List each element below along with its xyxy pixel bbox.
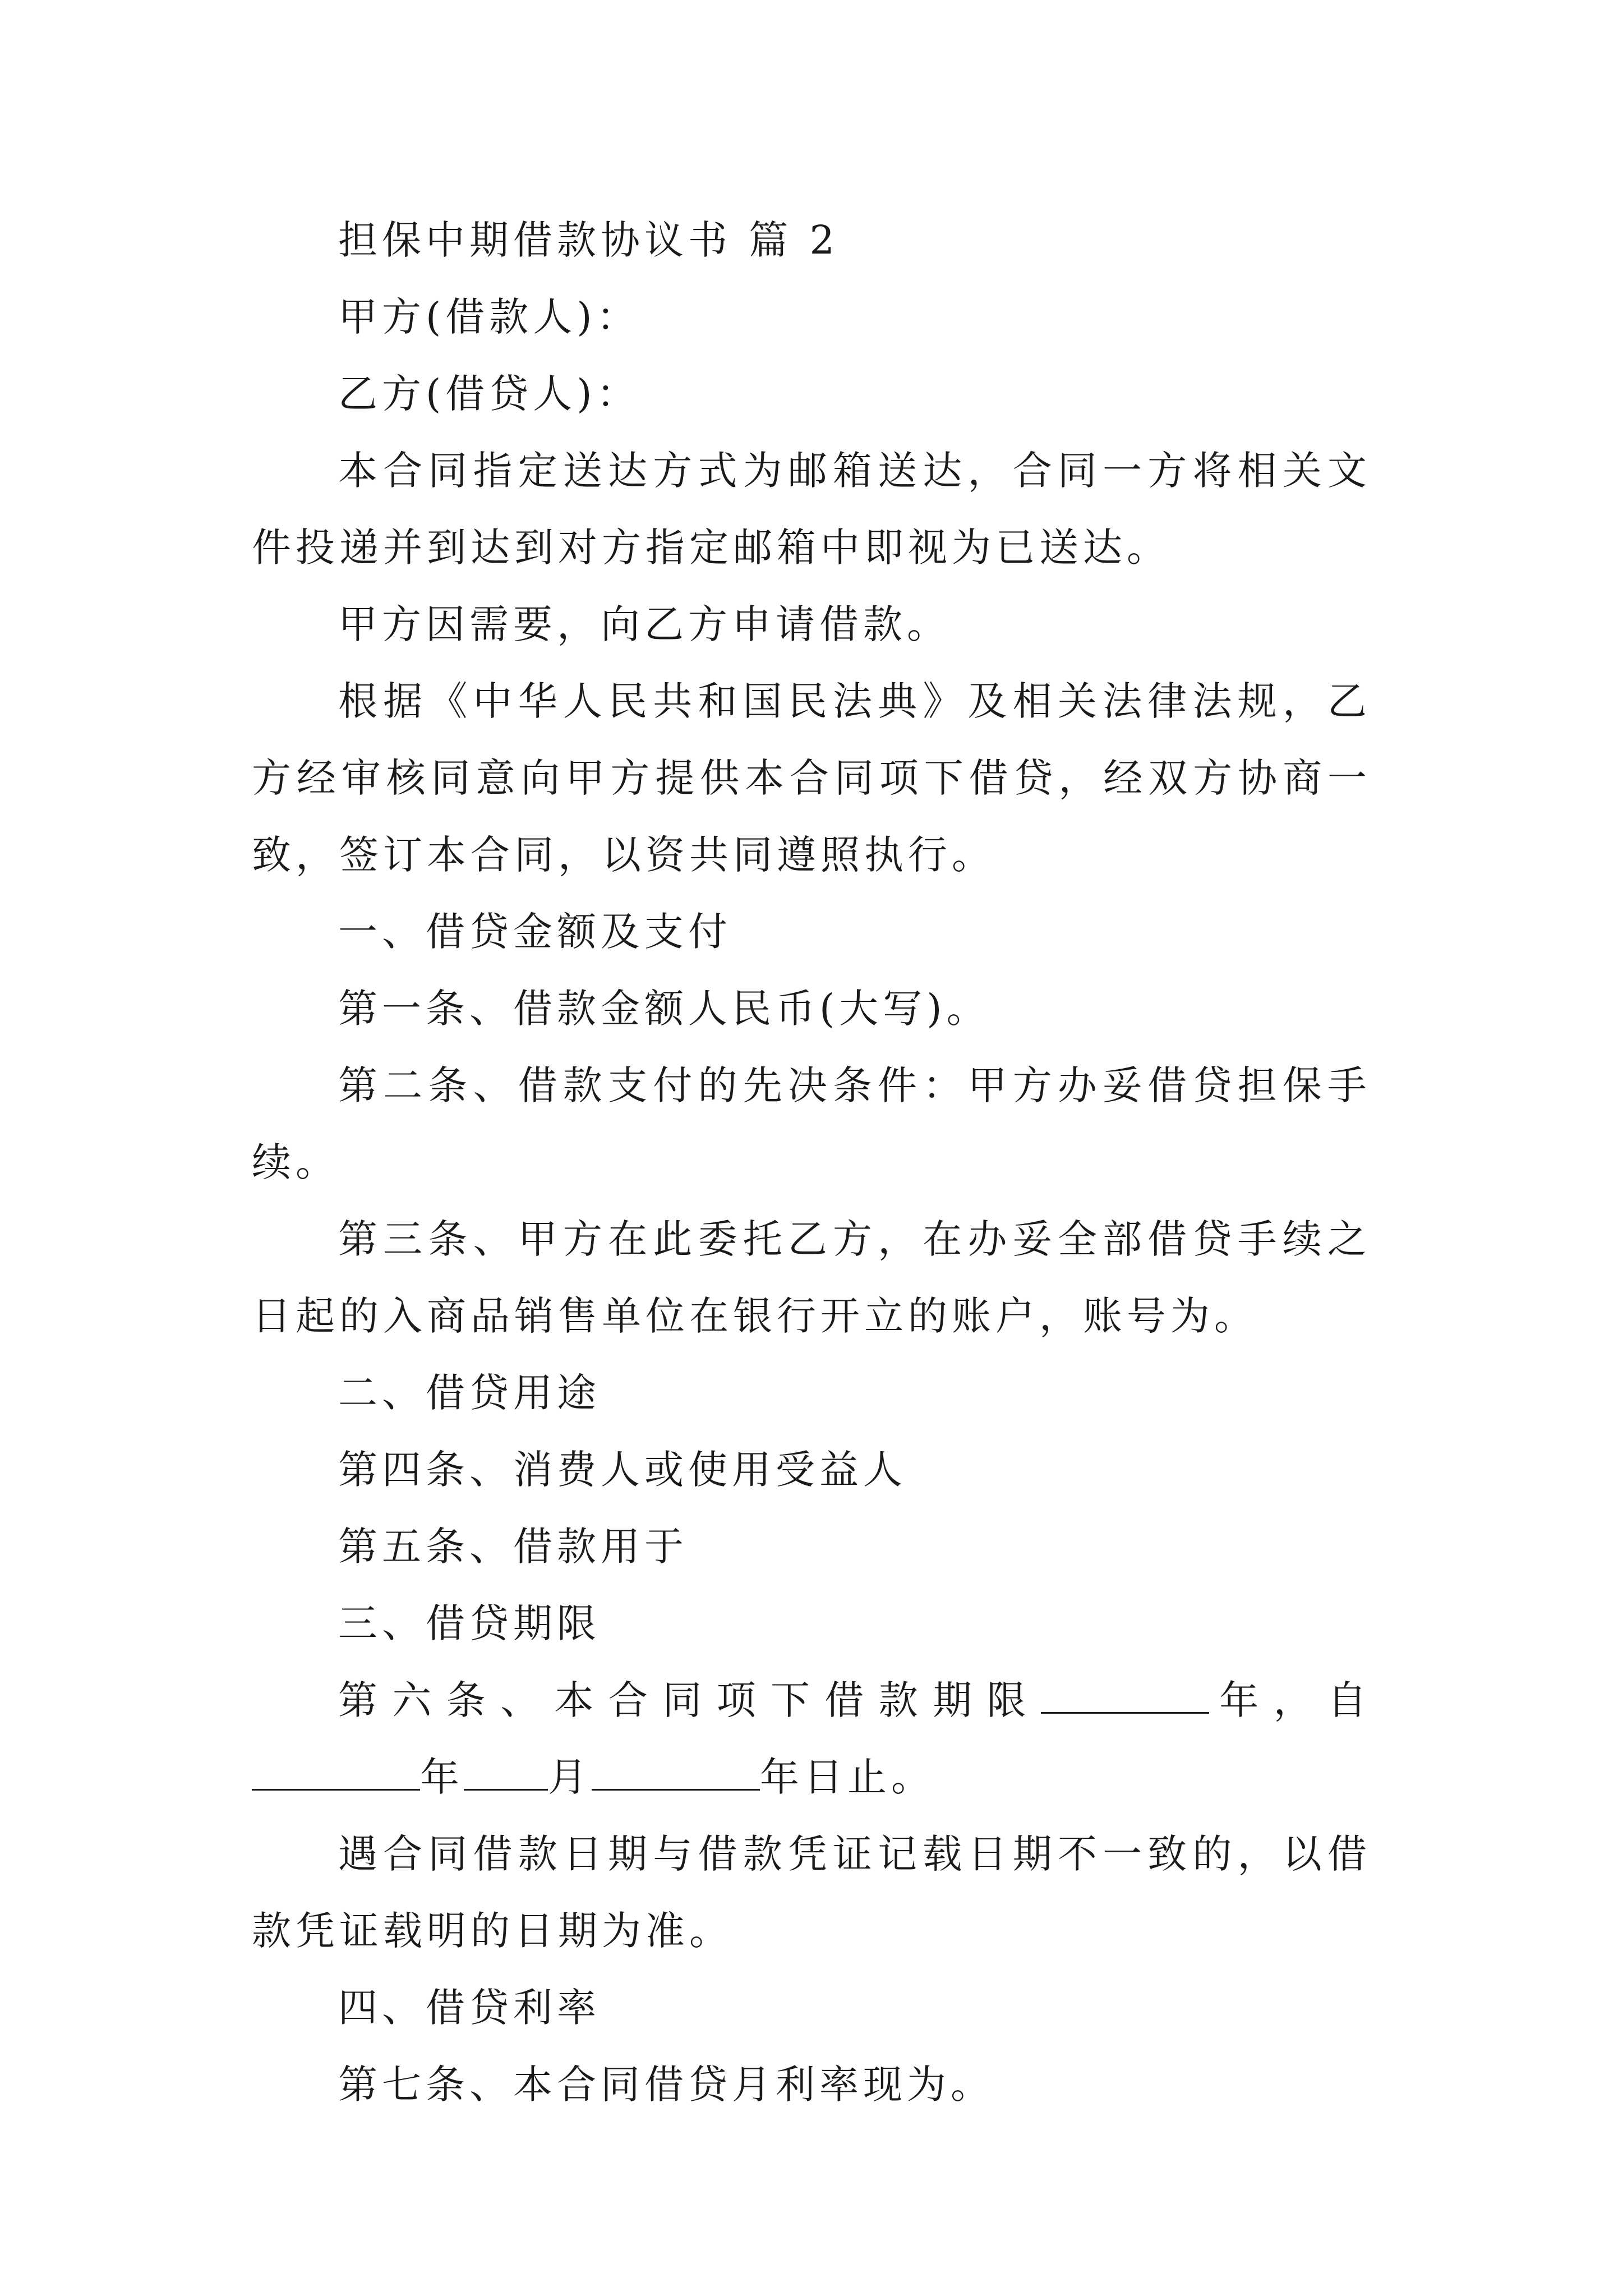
section-heading-amount: 一、借贷金额及支付 <box>338 909 732 955</box>
article-2: 第二条、借款支付的先决条件：甲方办妥借贷担保手续。 <box>252 1062 1371 1185</box>
section-heading-term: 三、借贷期限 <box>338 1600 601 1646</box>
basis-paragraph: 根据《中华人民共和国民法典》及相关法律法规，乙方经审核同意向甲方提供本合同项下借贷，经双方协商一致，签订本合同，以资共同遵照执行。 <box>252 678 1371 878</box>
blank-line-start-month <box>464 1753 548 1791</box>
article-1: 第一条、借款金额人民币(大写)。 <box>338 986 990 1032</box>
article-7: 第七条、本合同借贷月利率现为。 <box>338 2062 994 2108</box>
blank-line-start-year <box>252 1753 420 1791</box>
party-a-line: 甲方(借款人)： <box>338 294 640 340</box>
article-4: 第四条、消费人或使用受益人 <box>338 1447 907 1493</box>
document-body <box>252 202 1371 2123</box>
section-heading-purpose: 二、借贷用途 <box>338 1370 601 1416</box>
article-6-text-1: 第六条、本合同项下借款期限 <box>338 1677 1041 1723</box>
article-6-text-2: 年，自 <box>1209 1677 1371 1723</box>
application-paragraph: 甲方因需要，向乙方申请借款。 <box>338 601 951 647</box>
blank-line-end-year <box>592 1753 760 1791</box>
article-6-text-3: 年 <box>420 1754 464 1800</box>
document-title: 担保中期借款协议书 篇 2 <box>338 217 840 263</box>
article-3: 第三条、甲方在此委托乙方，在办妥全部借贷手续之日起的入商品销售单位在银行开立的账户，账号为。 <box>252 1216 1371 1339</box>
article-5: 第五条、借款用于 <box>338 1524 688 1570</box>
date-note-paragraph: 遇合同借款日期与借款凭证记载日期不一致的，以借款凭证载明的日期为准。 <box>252 1831 1371 1954</box>
article-6 <box>252 1662 1371 1816</box>
blank-line-term-years <box>1041 1676 1209 1714</box>
delivery-clause: 本合同指定送达方式为邮箱送达，合同一方将相关文件投递并到达到对方指定邮箱中即视为已送达。 <box>252 448 1371 570</box>
article-6-text-4: 月 <box>548 1754 592 1800</box>
party-b-line: 乙方(借贷人)： <box>338 371 640 417</box>
article-6-text-5: 年日止。 <box>760 1754 935 1800</box>
section-heading-interest: 四、借贷利率 <box>338 1985 601 2031</box>
